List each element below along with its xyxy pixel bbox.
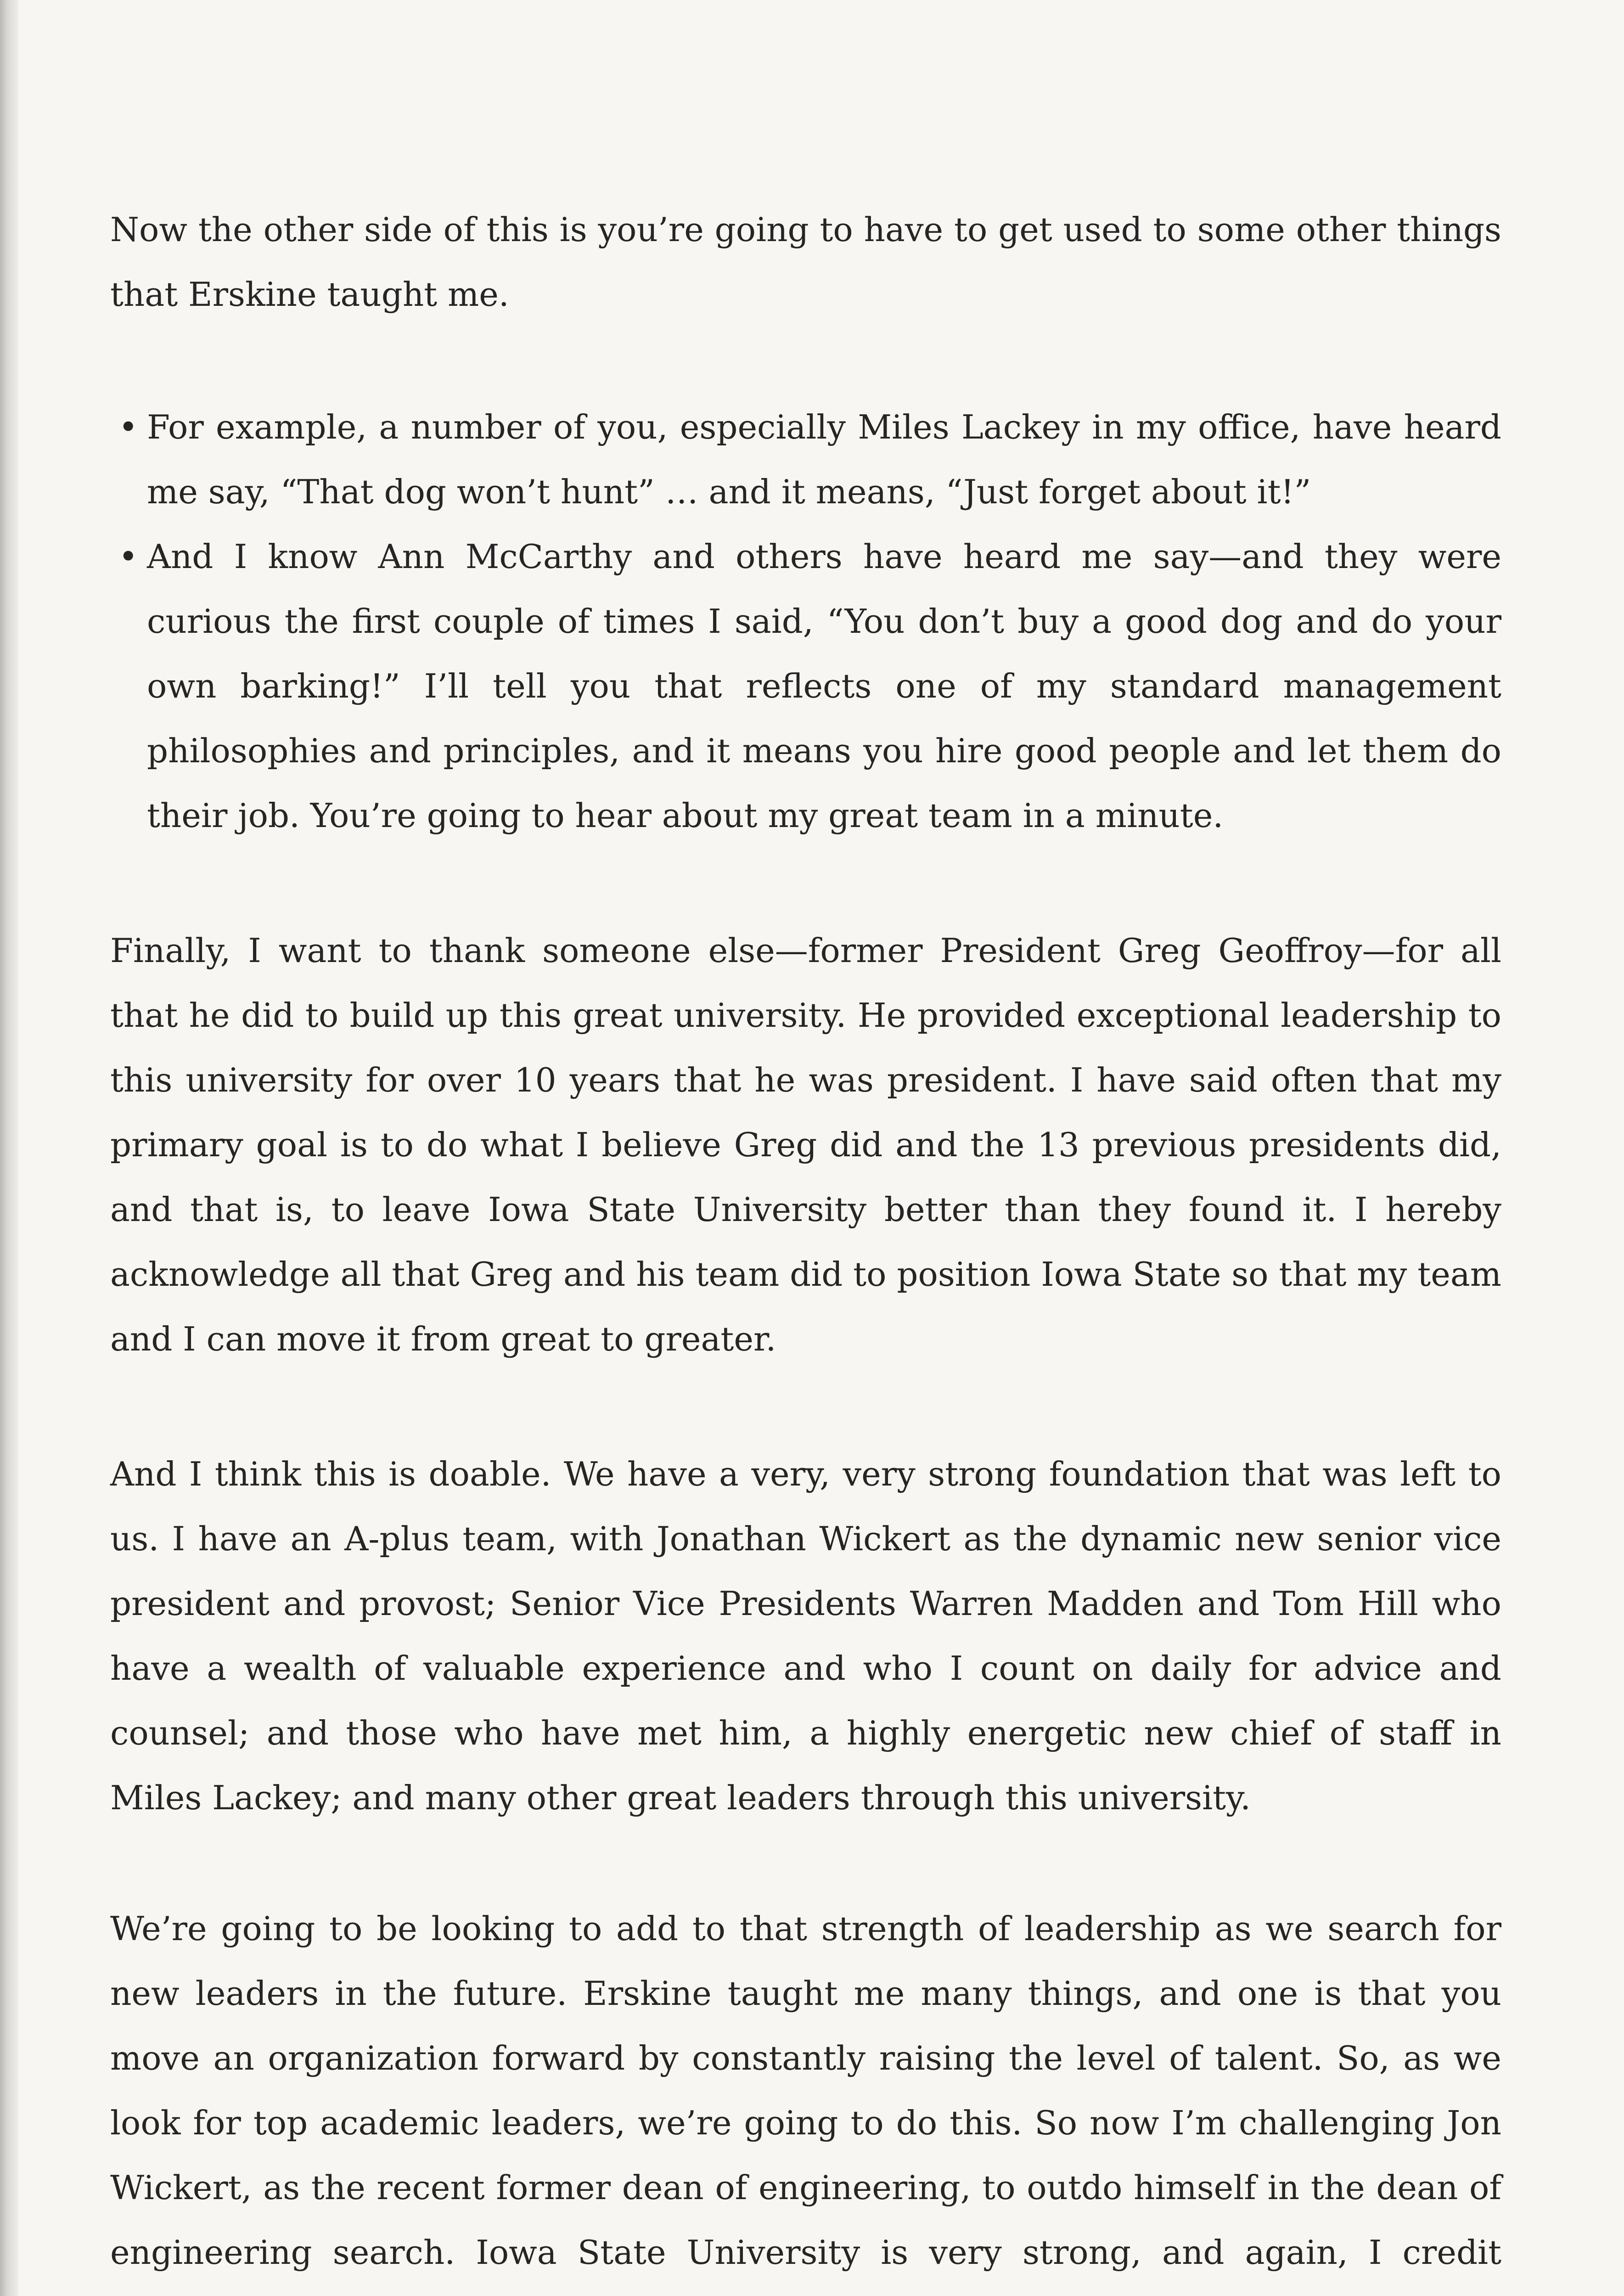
bullet-item — [118, 395, 1501, 524]
paragraph-leadership: We’re going to be looking to add to that strength of leadership as we search for new leaders in the future. Erskine taught me many things, and one is that you move an organization forward by constantly raising the level of talent. So, as we look for top academic leaders, we’re going to do this. So now I’m challenging Jon Wickert, as the recent former dean of engineering, to outdo himself in the dean of engineering search. Iowa State University is very strong, and again, I credit — [110, 1909, 1501, 2272]
bullet-list — [118, 395, 1501, 848]
bullet-item — [118, 524, 1501, 848]
bullet-icon: • — [118, 537, 138, 576]
paragraph-geoffroy: Finally, I want to thank someone else—former President Greg Geoffroy—for all that he did to build up this great university. He provided exceptional leadership to this university for over 10 years that he was president. I have said often that my primary goal is to do what I believe Greg did and the 13 previous presidents did, and that is, to leave Iowa State University better than they found it. I hereby acknowledge all that Greg and his team did to position Iowa State so that my team and I can move it from great to greater. — [110, 931, 1502, 1358]
bullet-text: And I know Ann McCarthy and others have heard me say—and they were curious the first couple of times I said, “You don’t buy a good dog and do your own barking!” I’ll tell you that reflects one of my standard management philosophies and principles, and it means you hire good people and let them do their job. You’re going to hear about my great team in a minute. — [147, 537, 1501, 835]
bullet-icon: • — [118, 408, 138, 446]
page-gutter-shadow — [0, 0, 18, 2296]
paragraph-team: And I think this is doable. We have a very, very strong foundation that was left to us. I have an A-plus team, with Jonathan Wickert as the dynamic new senior vice president and provost; Senior Vice Presidents Warren Madden and Tom Hill who have a wealth of valuable experience and who I count on daily for advice and counsel; and those who have met him, a highly energetic new chief of staff in Miles Lackey; and many other great leaders through this university. — [110, 1455, 1501, 1817]
paragraph-intro: Now the other side of this is you’re going to have to get used to some other things that Erskine taught me. — [110, 210, 1501, 314]
bullet-text: For example, a number of you, especially Miles Lackey in my office, have heard me say, “That dog won’t hunt” … and it means, “Just forget about it!” — [147, 408, 1501, 511]
